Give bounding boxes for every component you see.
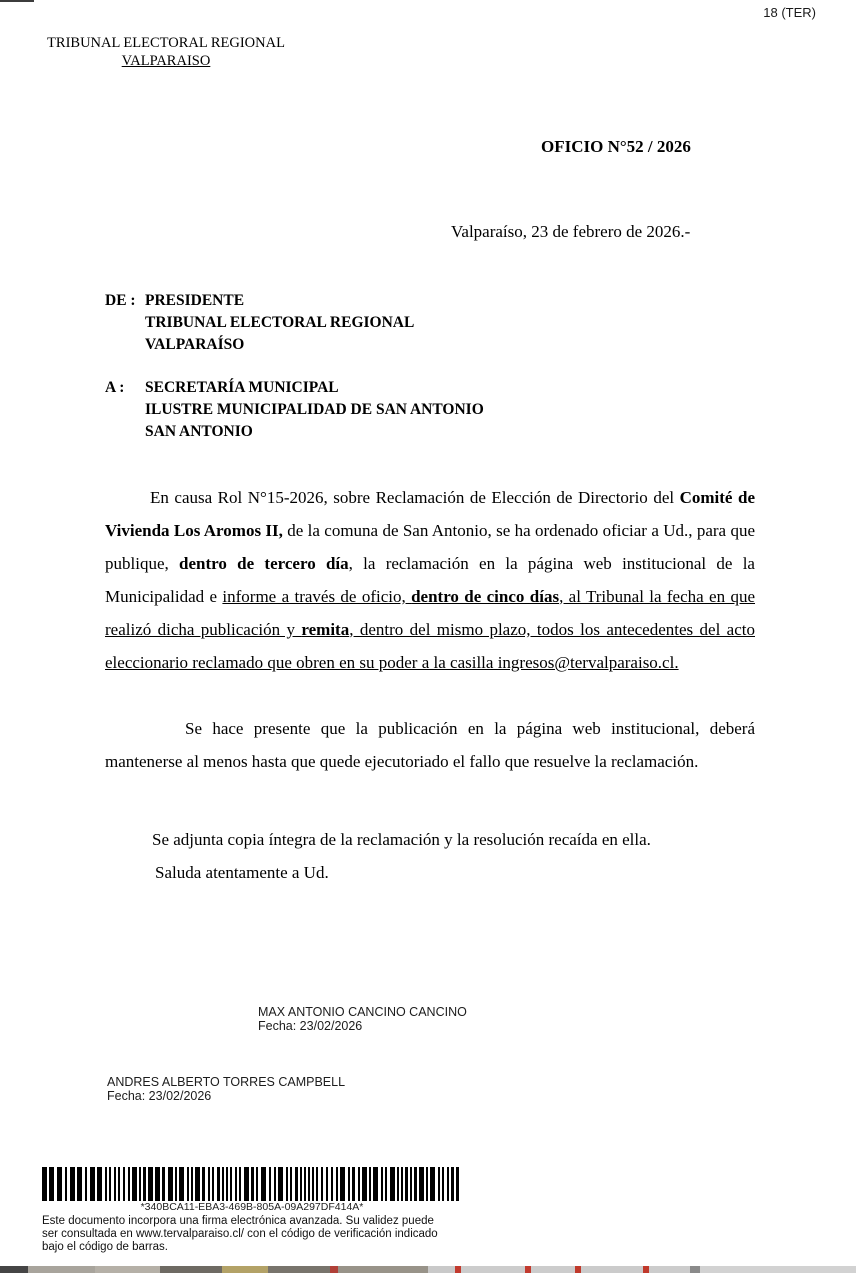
paragraph-segment: dentro de tercero día bbox=[179, 554, 349, 573]
from-label: DE : bbox=[105, 292, 136, 309]
attachment-note: Se adjunta copia íntegra de la reclamación y la resolución recaída en ella. bbox=[152, 830, 651, 849]
barcode-code-text: *340BCA11-EBA3-469B-805A-09A297DF414A* bbox=[140, 1201, 364, 1213]
footer-disclaimer-line-1: Este documento incorpora una firma electrónica avanzada. Su validez puede bbox=[42, 1215, 434, 1227]
to-lines bbox=[145, 377, 484, 443]
from-line-1: PRESIDENTE bbox=[145, 292, 245, 309]
letterhead-org-name: TRIBUNAL ELECTORAL REGIONAL bbox=[47, 35, 285, 51]
body-paragraph-1 bbox=[105, 481, 755, 679]
signature-block-1 bbox=[258, 1005, 467, 1033]
paragraph-segment: , la reclamación en la página web institucional de la Municipalidad e bbox=[105, 554, 755, 606]
paragraph-segment: dentro de cinco días bbox=[411, 587, 560, 606]
paragraph-segment: informe a través de oficio, bbox=[222, 587, 412, 606]
letterhead-region-name: VALPARAISO bbox=[121, 53, 211, 69]
from-lines bbox=[145, 290, 414, 356]
paragraph-segment: En causa Rol N°15-2026, sobre Reclamación de Elección de Directorio del bbox=[150, 488, 680, 507]
to-line-1: SECRETARÍA MUNICIPAL bbox=[145, 379, 339, 396]
paragraph-segment: Comité de Vivienda Los Aromos II, bbox=[105, 488, 755, 540]
barcode bbox=[42, 1167, 462, 1201]
footer-disclaimer-line-2: ser consultada en www.tervalparaiso.cl/ con el código de verificación indicado bbox=[42, 1228, 438, 1240]
signer-name: ANDRES ALBERTO TORRES CAMPBELL bbox=[107, 1075, 346, 1089]
to-block bbox=[105, 377, 484, 443]
footer-disclaimer-line-3: bajo el código de barras. bbox=[42, 1241, 168, 1253]
from-line-2: TRIBUNAL ELECTORAL REGIONAL bbox=[145, 314, 415, 331]
signature-date: Fecha: 23/02/2026 bbox=[258, 1019, 363, 1033]
oficio-number: OFICIO N°52 / 2026 bbox=[541, 137, 691, 156]
cropped-next-content-strip bbox=[0, 1266, 856, 1273]
paragraph-segment: , dentro del mismo plazo, todos los antecedentes del acto eleccionario reclamado que obren en su poder a la casilla ingresos@tervalparaiso.cl. bbox=[105, 620, 755, 672]
paragraph-segment: , al Tribunal la fecha en que realizó dicha publicación y bbox=[105, 587, 755, 639]
barcode-bar bbox=[459, 1167, 462, 1201]
to-line-2: ILUSTRE MUNICIPALIDAD DE SAN ANTONIO bbox=[145, 401, 484, 418]
letterhead bbox=[42, 34, 290, 70]
footer-disclaimer bbox=[42, 1215, 487, 1254]
from-line-3: VALPARAÍSO bbox=[145, 336, 245, 353]
page-corner-label: 18 (TER) bbox=[763, 5, 816, 20]
from-block bbox=[105, 290, 414, 356]
date-line: Valparaíso, 23 de febrero de 2026.- bbox=[451, 222, 691, 241]
signer-name: MAX ANTONIO CANCINO CANCINO bbox=[258, 1005, 467, 1019]
to-line-3: SAN ANTONIO bbox=[145, 423, 253, 440]
scan-edge-artifact bbox=[0, 0, 34, 2]
to-label: A : bbox=[105, 379, 125, 396]
signature-date: Fecha: 23/02/2026 bbox=[107, 1089, 212, 1103]
closing-salutation: Saluda atentamente a Ud. bbox=[155, 863, 329, 882]
paragraph-segment: remita bbox=[301, 620, 350, 639]
body-paragraph-2: Se hace presente que la publicación en la página web institucional, deberá mantenerse al menos hasta que quede ejecutoriado el fallo que resuelve la reclamación. bbox=[105, 719, 755, 771]
paragraph-segment: de la comuna de San Antonio, se ha ordenado oficiar a Ud., para que publique, bbox=[105, 521, 755, 573]
signature-block-2 bbox=[107, 1075, 345, 1103]
